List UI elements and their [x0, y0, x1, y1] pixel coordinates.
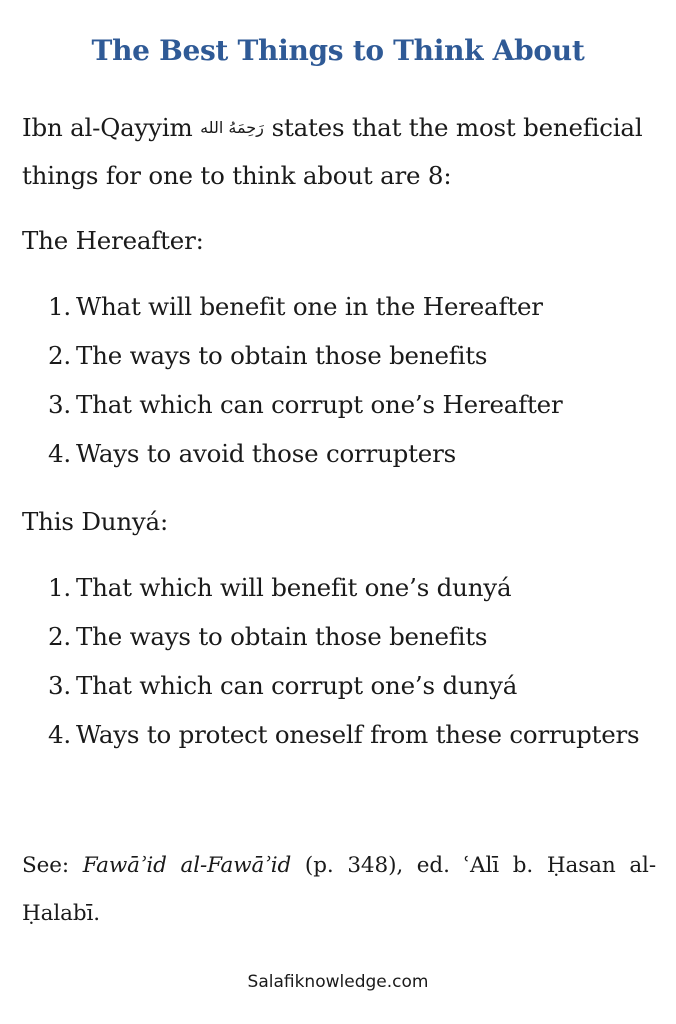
- list-item-text: What will benefit one in the Hereafter: [75, 292, 543, 321]
- source-suffix: (p. 348), ed. ʿAlī b. Ḥasan al-Ḥalabī.: [22, 853, 656, 926]
- list-item-number: 4.: [48, 720, 71, 749]
- list-item-text: The ways to obtain those benefits: [75, 341, 488, 370]
- list-item: [48, 290, 563, 339]
- list-item: [48, 339, 563, 388]
- list-item-number: 2.: [48, 341, 71, 370]
- source-book-title: Fawāʾid al-Fawāʾid: [82, 853, 292, 878]
- list-item-number: 4.: [48, 439, 71, 468]
- list-item: [48, 388, 563, 437]
- list-item: [48, 437, 563, 486]
- list-item-number: 1.: [48, 573, 71, 602]
- section-heading-dunya: This Dunyá:: [22, 507, 169, 536]
- hereafter-list: [48, 290, 563, 486]
- list-item: [48, 571, 639, 620]
- list-item: [48, 620, 639, 669]
- list-item-text: The ways to obtain those benefits: [75, 622, 488, 651]
- dunya-list: [48, 571, 639, 767]
- list-item-text: Ways to avoid those corrupters: [75, 439, 456, 468]
- source-citation: [22, 842, 656, 938]
- page-title: The Best Things to Think About: [91, 34, 585, 67]
- list-item-text: That which will benefit one’s dunyá: [75, 573, 512, 602]
- list-item-number: 1.: [48, 292, 71, 321]
- intro-paragraph: [22, 104, 662, 200]
- arabic-honorific: رَحِمَهُ الله: [200, 118, 264, 137]
- list-item: [48, 718, 639, 767]
- list-item-number: 2.: [48, 622, 71, 651]
- list-item-text: That which can corrupt one’s dunyá: [75, 671, 518, 700]
- intro-text-after: states that the most beneficial things for one to think about are 8:: [22, 113, 643, 190]
- intro-text-before: Ibn al-Qayyim: [22, 113, 201, 142]
- list-item-number: 3.: [48, 671, 71, 700]
- list-item-text: That which can corrupt one’s Hereafter: [75, 390, 563, 419]
- list-item: [48, 669, 639, 718]
- list-item-number: 3.: [48, 390, 71, 419]
- list-item-text: Ways to protect oneself from these corrupters: [75, 720, 640, 749]
- footer-website: Salafiknowledge.com: [247, 972, 429, 992]
- section-heading-hereafter: The Hereafter:: [22, 226, 204, 255]
- source-prefix: See:: [22, 853, 83, 878]
